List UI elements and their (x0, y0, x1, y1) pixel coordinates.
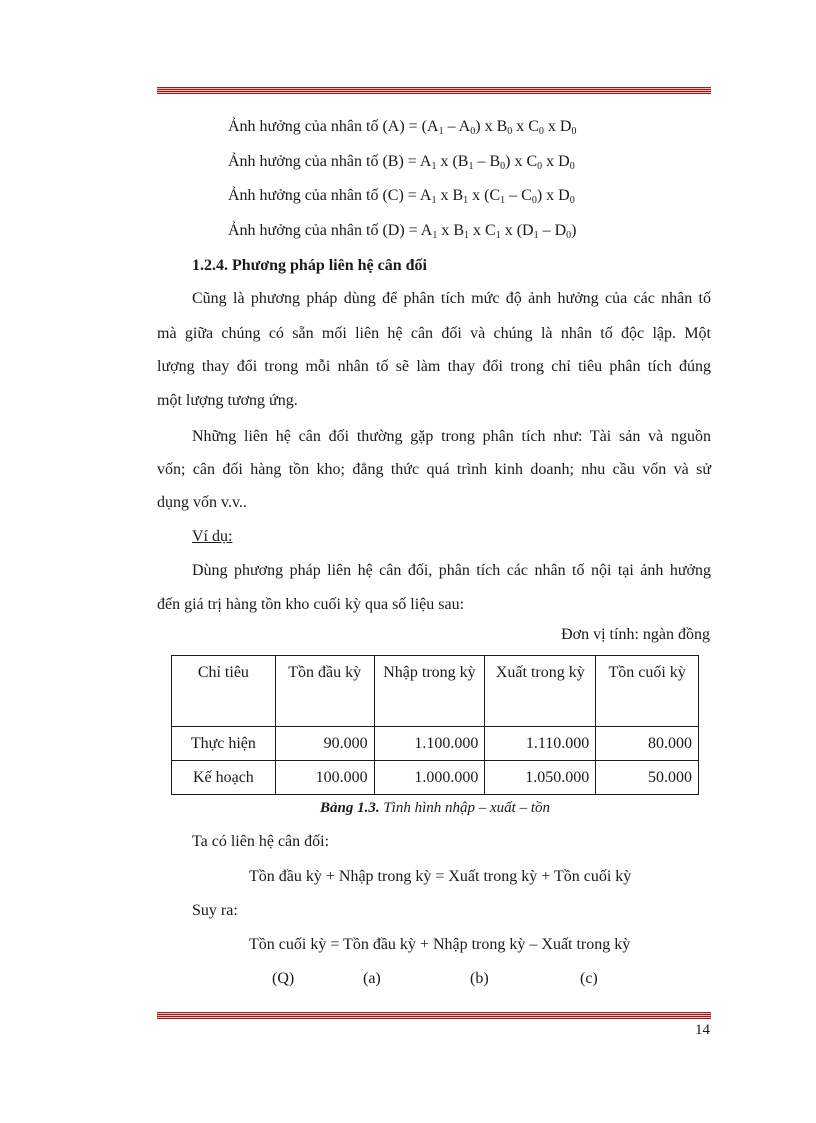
paragraph3-line2: đến giá trị hàng tồn kho cuối kỳ qua số liệu sau: (157, 596, 465, 613)
variable-c: (c) (580, 970, 598, 987)
table-header-cell: Nhập trong kỳ (374, 656, 485, 727)
table-cell: 80.000 (596, 727, 699, 761)
caption-text: Tình hình nhập – xuất – tồn (379, 800, 551, 816)
paragraph1-line3: lượng thay đổi trong mỗi nhân tố sẽ làm thay đổi trong chỉ tiêu phân tích đúng (157, 358, 711, 375)
caption-label: Bảng 1.3. (319, 800, 380, 816)
unit-note: Đơn vị tính: ngàn đồng (561, 626, 710, 643)
table-row (172, 761, 699, 795)
paragraph1-line4: một lượng tương ứng. (157, 392, 298, 409)
table-cell: 1.100.000 (374, 727, 485, 761)
derived-equation: Tồn cuối kỳ = Tồn đầu kỳ + Nhập trong kỳ – Xuất trong kỳ (249, 936, 631, 953)
table-caption (171, 800, 699, 817)
table-header-cell: Tồn cuối kỳ (596, 656, 699, 727)
balance-equation: Tồn đầu kỳ + Nhập trong kỳ = Xuất trong kỳ + Tồn cuối kỳ (249, 868, 632, 885)
table-cell: 100.000 (275, 761, 374, 795)
table-header-row (172, 656, 699, 727)
variable-a: (a) (363, 970, 381, 987)
table-cell: Kế hoạch (172, 761, 276, 795)
formula-a: Ảnh hưởng của nhân tố $(A) = (A_1 - A_0)$ x $B_0$ x $C_0$ x $D_0$ (228, 118, 577, 137)
table-cell: 1.050.000 (485, 761, 596, 795)
paragraph2-line1: Những liên hệ cân đối thường gặp trong phân tích như: Tài sản và nguồn (192, 428, 711, 445)
table-cell: 1.000.000 (374, 761, 485, 795)
variable-q: (Q) (272, 970, 295, 987)
table-header-cell: Xuất trong kỳ (485, 656, 596, 727)
section-heading: 1.2.4. Phương pháp liên hệ cân đối (192, 257, 427, 274)
formula-d: Ảnh hưởng của nhân tố $(D) = A_1$ x $B_1$ x $C_1$ x $(D_1 - D_0)$ (228, 222, 577, 241)
variable-b: (b) (470, 970, 489, 987)
inventory-table (171, 655, 699, 795)
paragraph1-line2: mà giữa chúng có sẵn mối liên hệ cân đối và chúng là nhân tố độc lập. Một (157, 325, 711, 342)
formula-b: Ảnh hưởng của nhân tố $(B) = A_1$ x $(B_1 - B_0)$ x $C_0$ x $D_0$ (228, 153, 575, 172)
table-cell: Thực hiện (172, 727, 276, 761)
formula-c: Ảnh hưởng của nhân tố $(C) = A_1$ x $B_1$ x $(C_1 - C_0)$ x $D_0$ (228, 187, 575, 206)
paragraph2-line2: vốn; cân đối hàng tồn kho; đẳng thức quá trình kinh doanh; nhu cầu vốn và sử (157, 461, 711, 478)
page-number: 14 (695, 1022, 710, 1038)
paragraph2-line3: dụng vốn v.v.. (157, 494, 247, 511)
table-cell: 50.000 (596, 761, 699, 795)
header-rule (157, 87, 711, 94)
table-row (172, 727, 699, 761)
table-header-cell: Chỉ tiêu (172, 656, 276, 727)
paragraph3-line1: Dùng phương pháp liên hệ cân đối, phân tích các nhân tố nội tại ảnh hưởng (192, 562, 711, 579)
footer-rule (157, 1012, 711, 1019)
paragraph1-line1: Cũng là phương pháp dùng để phân tích mức độ ảnh hưởng của các nhân tố (192, 290, 711, 307)
table-header-cell: Tồn đầu kỳ (275, 656, 374, 727)
balance-intro: Ta có liên hệ cân đối: (192, 833, 330, 850)
derive-intro: Suy ra: (192, 902, 238, 919)
table-cell: 90.000 (275, 727, 374, 761)
example-label: Ví dụ: (192, 528, 233, 545)
table-cell: 1.110.000 (485, 727, 596, 761)
